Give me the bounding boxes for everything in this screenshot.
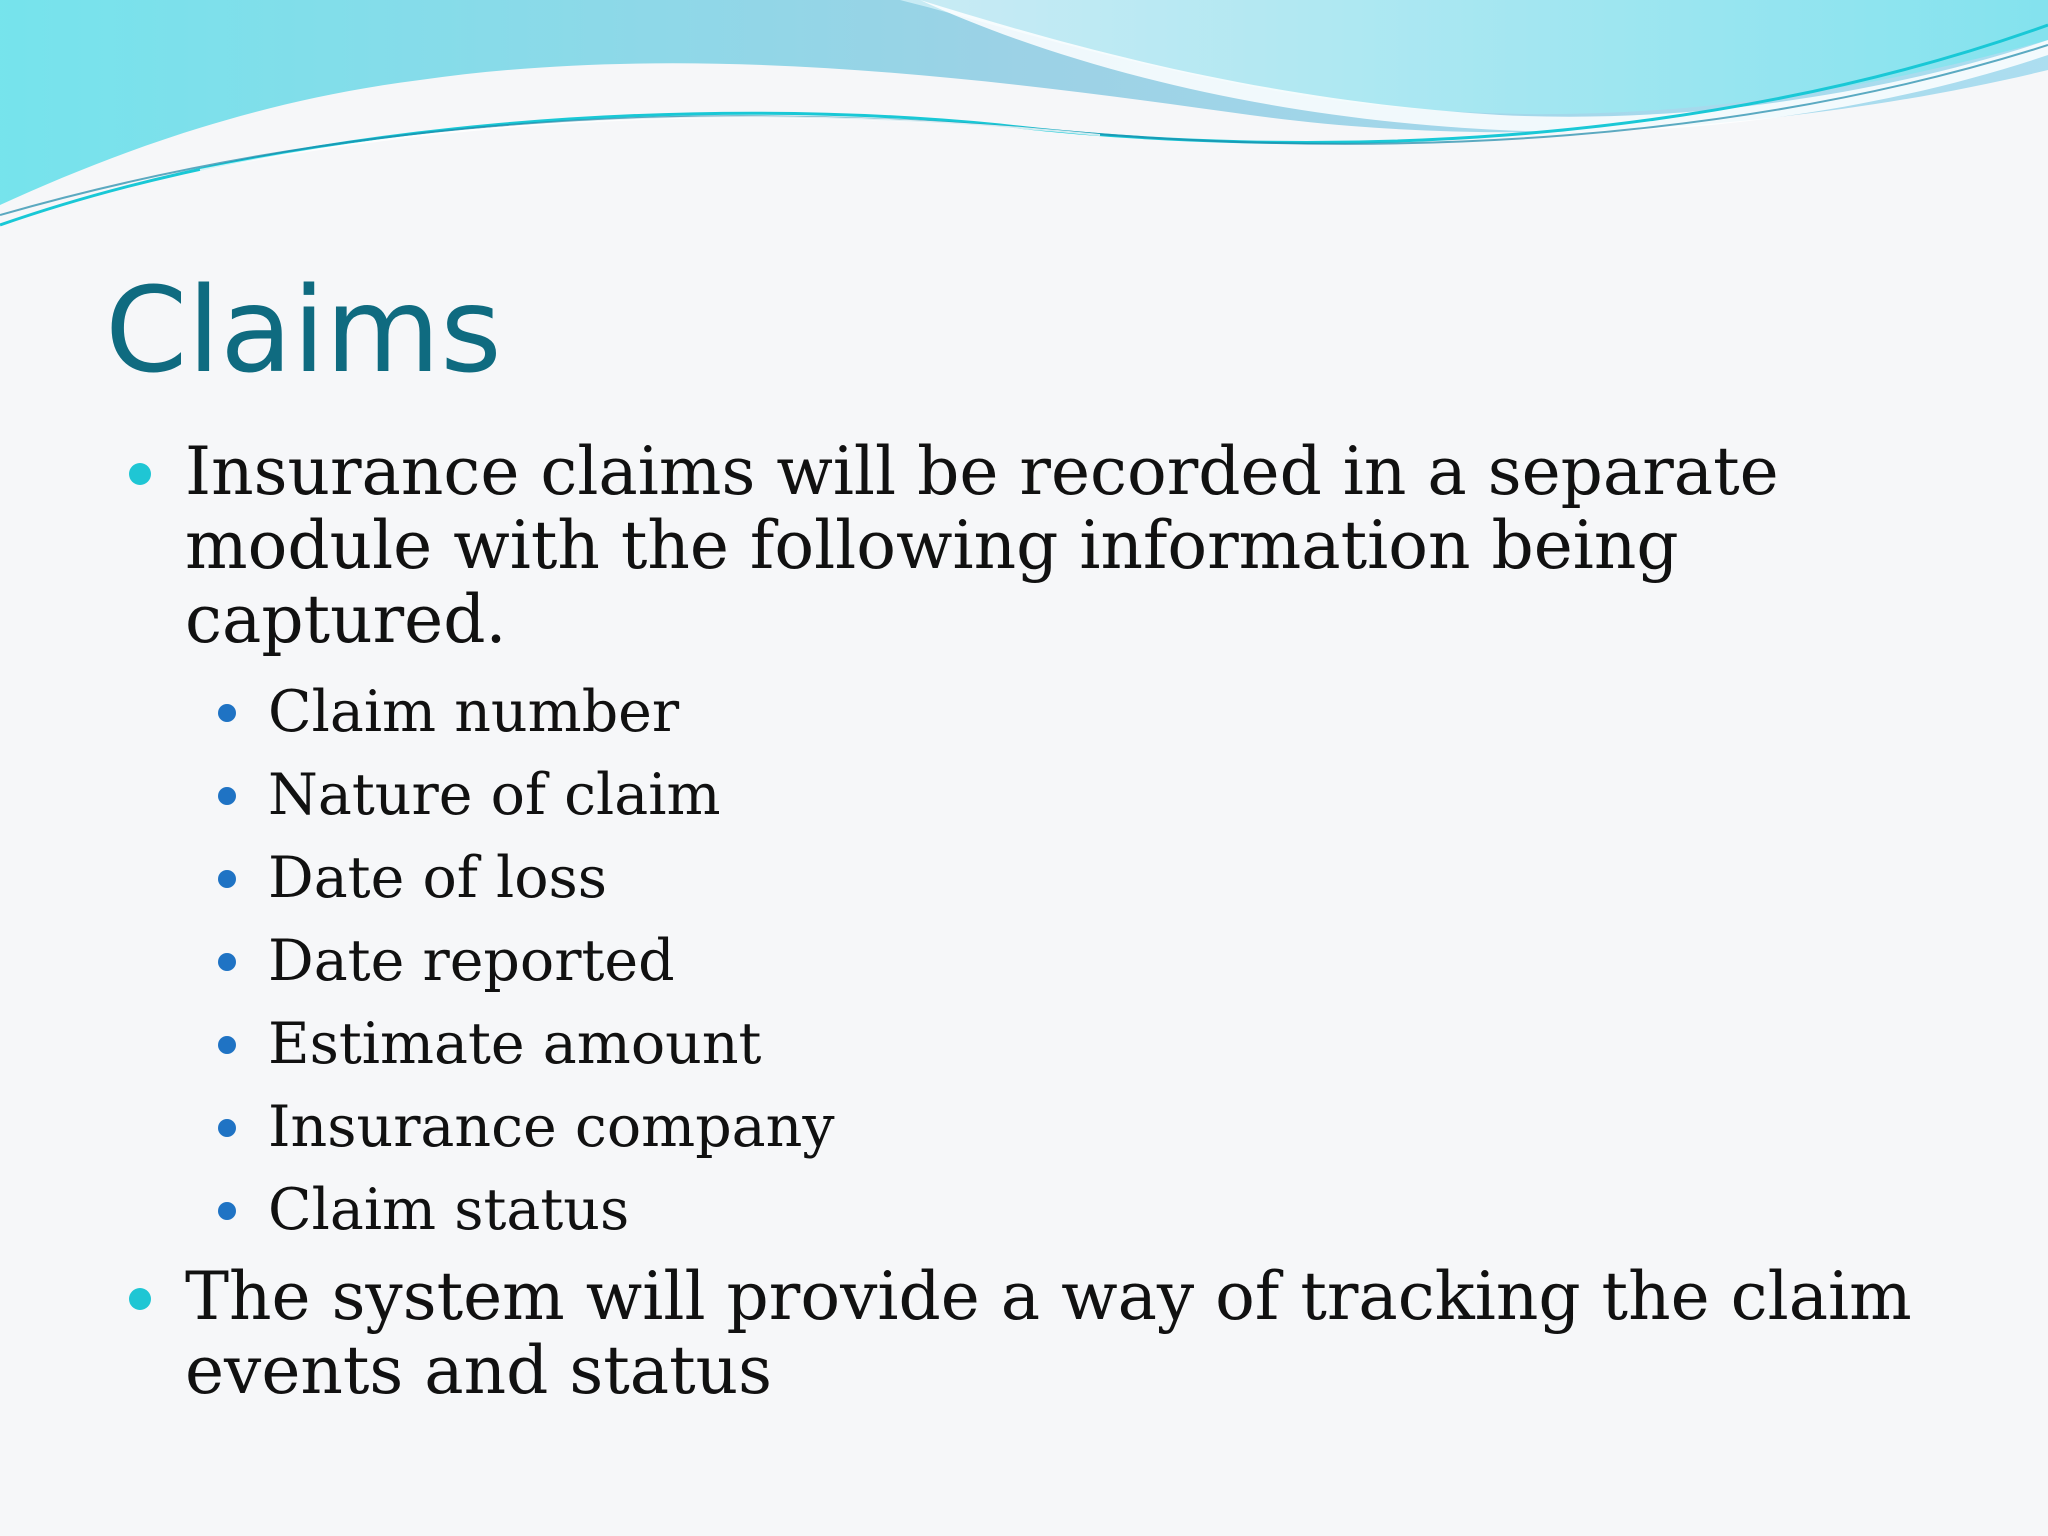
sub-bullet-item bbox=[125, 754, 1985, 837]
sub-bullet-dot-icon bbox=[218, 787, 236, 805]
bullet-text: The system will provide a way of tracking the claim events and status bbox=[185, 1258, 1912, 1409]
sub-bullet-item bbox=[125, 920, 1985, 1003]
sub-bullet-text: Estimate amount bbox=[268, 1011, 762, 1077]
sub-bullet-item bbox=[125, 1169, 1985, 1252]
sub-bullet-dot-icon bbox=[218, 704, 236, 722]
slide-title: Claims bbox=[105, 261, 502, 399]
sub-bullet-text: Claim status bbox=[268, 1177, 630, 1243]
sub-bullet-text: Date reported bbox=[268, 928, 675, 994]
slide-body bbox=[125, 435, 1985, 1408]
sub-bullet-dot-icon bbox=[218, 953, 236, 971]
sub-bullet-list bbox=[125, 671, 1985, 1252]
sub-bullet-text: Nature of claim bbox=[268, 762, 721, 828]
sub-bullet-dot-icon bbox=[218, 870, 236, 888]
header-wave-decoration bbox=[0, 0, 2048, 240]
sub-bullet-text: Claim number bbox=[268, 679, 680, 745]
bullet-dot-icon bbox=[129, 1288, 151, 1310]
sub-bullet-dot-icon bbox=[218, 1202, 236, 1220]
sub-bullet-dot-icon bbox=[218, 1119, 236, 1137]
bullet-item bbox=[125, 435, 1985, 657]
sub-bullet-item bbox=[125, 1003, 1985, 1086]
sub-bullet-dot-icon bbox=[218, 1036, 236, 1054]
sub-bullet-text: Insurance company bbox=[268, 1094, 835, 1160]
sub-bullet-item bbox=[125, 837, 1985, 920]
bullet-text: Insurance claims will be recorded in a separate module with the following information being captured. bbox=[185, 433, 1779, 658]
sub-bullet-item bbox=[125, 671, 1985, 754]
sub-bullet-text: Date of loss bbox=[268, 845, 608, 911]
bullet-dot-icon bbox=[129, 463, 151, 485]
bullet-item bbox=[125, 1260, 1985, 1408]
sub-bullet-item bbox=[125, 1086, 1985, 1169]
